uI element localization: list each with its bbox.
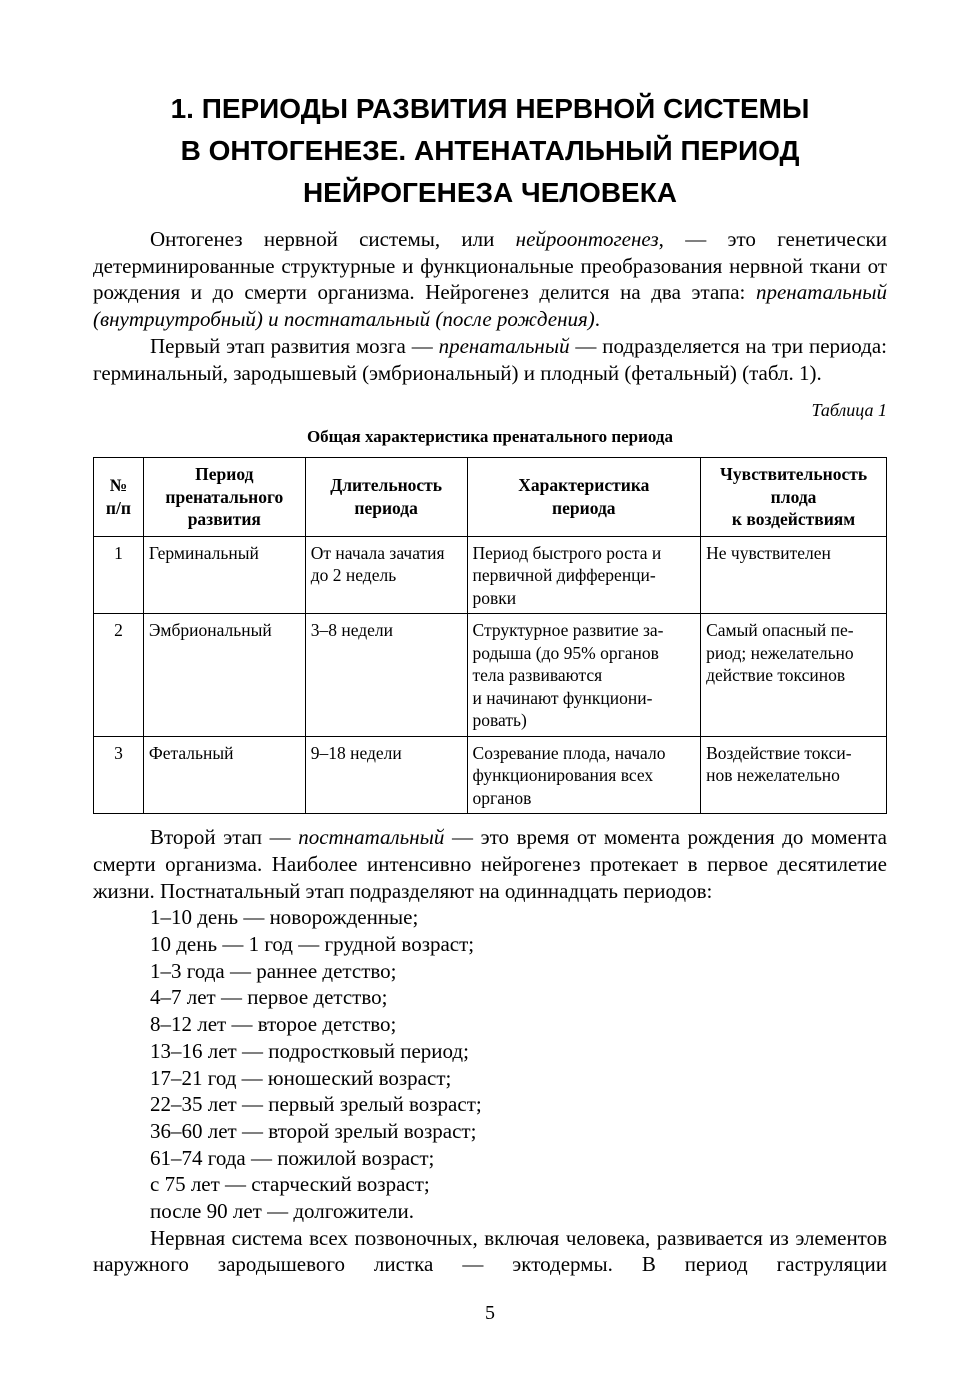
list-item: 22–35 лет — первый зрелый возраст; bbox=[150, 1092, 482, 1117]
term-postnatal: постнатальный bbox=[298, 825, 445, 850]
intro-paragraph-2: Первый этап развития мозга — пренатальный — подразделяется на три периода: герминальный, зародышевый (эмбриональный) и плодный (фетальный) (табл. 1). bbox=[93, 333, 887, 385]
list-item: 61–74 года — пожилой возраст; bbox=[150, 1145, 435, 1170]
table-row bbox=[94, 736, 887, 814]
chapter-title-line: 1. ПЕРИОДЫ РАЗВИТИЯ НЕРВНОЙ СИСТЕМЫ bbox=[170, 93, 810, 124]
cell-duration: От начала зачатия до 2 недель bbox=[305, 536, 467, 614]
cell-number: 2 bbox=[94, 614, 144, 737]
cell-number: 1 bbox=[94, 536, 144, 614]
term-stages: пренатальный (внутриутробный) и постнатальный (после рождения) bbox=[93, 280, 887, 332]
prenatal-characteristics-table bbox=[93, 457, 887, 814]
chapter-title-line: НЕЙРОГЕНЕЗА ЧЕЛОВЕКА bbox=[302, 177, 678, 208]
chapter-title bbox=[93, 88, 887, 214]
list-item: 36–60 лет — второй зрелый возраст; bbox=[150, 1118, 477, 1143]
intro-section bbox=[93, 226, 887, 386]
cell-characteristic: Период быстрого роста и первичной дифференци- ровки bbox=[467, 536, 701, 614]
list-item: 13–16 лет — подростковый период; bbox=[150, 1038, 469, 1063]
page-number: 5 bbox=[485, 1302, 495, 1324]
table-label: Таблица 1 bbox=[811, 400, 887, 421]
table-header-row bbox=[94, 458, 887, 537]
list-item: 17–21 год — юношеский возраст; bbox=[150, 1065, 452, 1090]
chapter-title-line: В ОНТОГЕНЕЗЕ. АНТЕНАТАЛЬНЫЙ ПЕРИОД bbox=[180, 135, 800, 166]
document-page bbox=[93, 88, 887, 1278]
table-row bbox=[94, 536, 887, 614]
cell-characteristic: Структурное развитие за- родыша (до 95% органов тела развиваются и начинают функциони- ровать) bbox=[467, 614, 701, 737]
cell-period: Герминальный bbox=[143, 536, 305, 614]
list-item: после 90 лет — долгожители. bbox=[150, 1199, 415, 1224]
cell-sensitivity: Не чувствителен bbox=[701, 536, 887, 614]
list-item: 10 день — 1 год — грудной возраст; bbox=[150, 932, 475, 957]
cell-duration: 3–8 недели bbox=[305, 614, 467, 737]
header-sensitivity: Чувствительность плода к воздействиям bbox=[701, 458, 887, 537]
term-neuroontogenesis: нейроонтогенез bbox=[515, 227, 659, 251]
header-characteristic: Характеристика периода bbox=[467, 458, 701, 537]
header-period: Период пренатального развития bbox=[143, 458, 305, 537]
cell-number: 3 bbox=[94, 736, 144, 814]
list-item: 1–10 день — новорожденные; bbox=[150, 905, 419, 930]
cell-sensitivity: Воздействие токси- нов нежелательно bbox=[701, 736, 887, 814]
postnatal-section bbox=[93, 824, 887, 1278]
cell-period: Эмбриональный bbox=[143, 614, 305, 737]
table-caption: Общая характеристика пренатального периода bbox=[306, 427, 674, 447]
header-number: № п/п bbox=[94, 458, 144, 537]
postnatal-periods-list bbox=[93, 904, 887, 1224]
header-duration: Длительность периода bbox=[305, 458, 467, 537]
postnatal-paragraph-1: Второй этап — постнатальный — это время от момента рождения до момента смерти организма. Наиболее интенсивно нейрогенез протекает в первое десятилетие жизни. Постнатальный этап подразделяют на одиннадцать периодов: bbox=[93, 825, 887, 903]
list-item: 8–12 лет — второе детство; bbox=[150, 1012, 397, 1037]
list-item: 1–3 года — раннее детство; bbox=[150, 958, 397, 983]
list-item: с 75 лет — старческий возраст; bbox=[150, 1172, 430, 1197]
cell-sensitivity: Самый опасный пе- риод; нежелательно действие токсинов bbox=[701, 614, 887, 737]
postnatal-paragraph-2: Нервная система всех позвоночных, включая человека, развивается из элементов наружного зародышевого листка — эктодермы. В период гаструляции bbox=[93, 1225, 887, 1277]
list-item: 4–7 лет — первое детство; bbox=[150, 985, 388, 1010]
cell-duration: 9–18 недели bbox=[305, 736, 467, 814]
intro-paragraph-1: Онтогенез нервной системы, или нейроонтогенез, — это генетически детерминированные структурные и функциональные преобразования нервной ткани от рождения и до смерти организма. Нейрогенез делится на два этапа: пренатальный (внутриутробный) и постнатальный (после рождения). bbox=[93, 227, 887, 332]
cell-characteristic: Созревание плода, начало функционирования всех органов bbox=[467, 736, 701, 814]
cell-period: Фетальный bbox=[143, 736, 305, 814]
table-row bbox=[94, 614, 887, 737]
term-prenatal: пренатальный bbox=[438, 333, 570, 358]
